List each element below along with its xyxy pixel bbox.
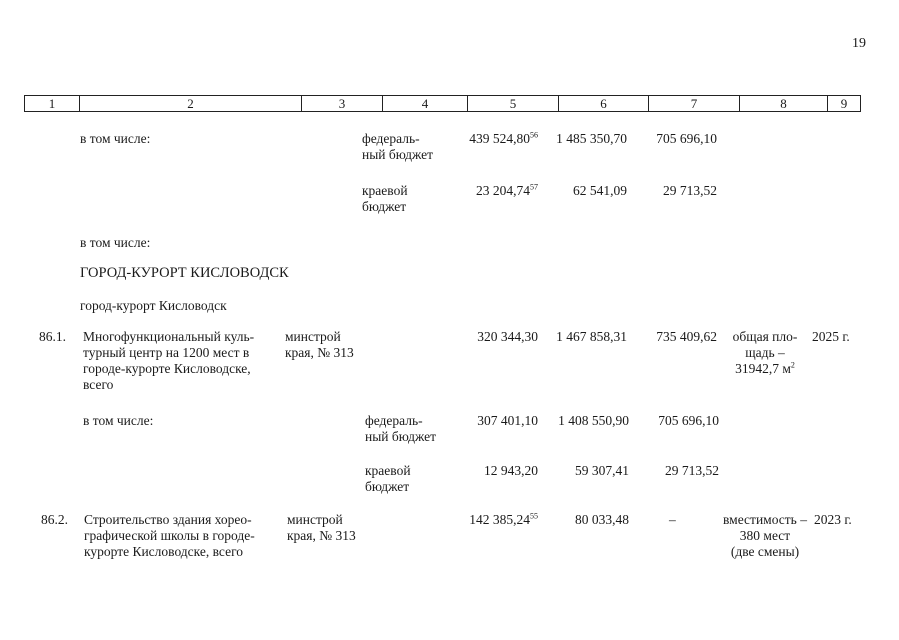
capacity-line: щадь – [745, 345, 785, 360]
cell-col5: 320 344,30 [477, 329, 538, 344]
federal-budget-label-2: ный бюджет [365, 429, 437, 444]
table-header [24, 95, 861, 112]
capacity-line: 31942,7 $м^2$ [735, 360, 795, 376]
cell-col6: 59 307,41 [575, 463, 629, 478]
capacity-line: (две смены) [730, 544, 800, 559]
regional-budget-label-1: краевой [362, 183, 408, 198]
header-col-5: 5 [468, 96, 559, 111]
page-number: 19 [852, 36, 866, 51]
cell-col6: 62 541,09 [573, 183, 627, 198]
section-heading: ГОРОД-КУРОРТ КИСЛОВОДСК [80, 265, 289, 281]
cell-col7: 705 696,10 [658, 413, 719, 428]
responsible-line: минстрой [287, 512, 343, 527]
responsible-line: края, № 313 [285, 345, 354, 360]
capacity-line: общая пло- [732, 329, 798, 344]
capacity-line: вместимость – [723, 512, 807, 527]
row-number: 86.2. [41, 512, 68, 527]
responsible-line: минстрой [285, 329, 341, 344]
including-label: в том числе: [83, 413, 154, 428]
including-label: в том числе: [80, 131, 151, 146]
cell-col6: 1 408 550,90 [558, 413, 629, 428]
header-col-2: 2 [80, 96, 302, 111]
cell-col7: 735 409,62 [656, 329, 717, 344]
regional-budget-label-2: бюджет [362, 199, 407, 214]
cell-col7: 29 713,52 [665, 463, 719, 478]
header-col-6: 6 [559, 96, 649, 111]
row-number: 86.1. [39, 329, 66, 344]
cell-col5: 12 943,20 [484, 463, 538, 478]
header-col-1: 1 [25, 96, 80, 111]
cell-col5: 142 385,24$^{55}$ [469, 511, 538, 527]
federal-budget-label-1: федераль- [362, 131, 420, 146]
including-label-2: в том числе: [80, 235, 151, 250]
header-col-9: 9 [840, 96, 848, 111]
responsible-line: края, № 313 [287, 528, 356, 543]
cell-col5: 23 204,74$^{57}$ [476, 182, 538, 198]
cell-col5: 439 524,80$^{56}$ [469, 130, 538, 146]
header-col-3: 3 [302, 96, 383, 111]
completion-year: 2023 г. [814, 512, 852, 527]
federal-budget-label-2: ный бюджет [362, 147, 434, 162]
header-col-4: 4 [383, 96, 468, 111]
cell-col7: 705 696,10 [656, 131, 717, 146]
row-name-line: Строительство здания хорео- [84, 512, 252, 527]
row-name-line: турный центр на 1200 мест в [83, 345, 250, 360]
header-col-7: 7 [649, 96, 740, 111]
cell-col6: 1 467 858,31 [556, 329, 627, 344]
row-name-line: всего [83, 377, 114, 392]
cell-col7: 29 713,52 [663, 183, 717, 198]
capacity-line: 380 мест [739, 528, 791, 543]
row-name-line: городе-курорте Кисловодске, [83, 361, 251, 376]
cell-col7: – [669, 512, 676, 527]
row-name-line: курорте Кисловодске, всего [84, 544, 244, 559]
header-col-8: 8 [740, 96, 828, 111]
completion-year: 2025 г. [812, 329, 850, 344]
regional-budget-label-2: бюджет [365, 479, 410, 494]
federal-budget-label-1: федераль- [365, 413, 423, 428]
regional-budget-label-1: краевой [365, 463, 411, 478]
row-name-line: графической школы в городе- [84, 528, 255, 543]
cell-col6: 80 033,48 [575, 512, 629, 527]
subsection-heading: город-курорт Кисловодск [80, 298, 227, 313]
cell-col5: 307 401,10 [477, 413, 538, 428]
cell-col6: 1 485 350,70 [556, 131, 627, 146]
row-name-line: Многофункциональный куль- [83, 329, 255, 344]
